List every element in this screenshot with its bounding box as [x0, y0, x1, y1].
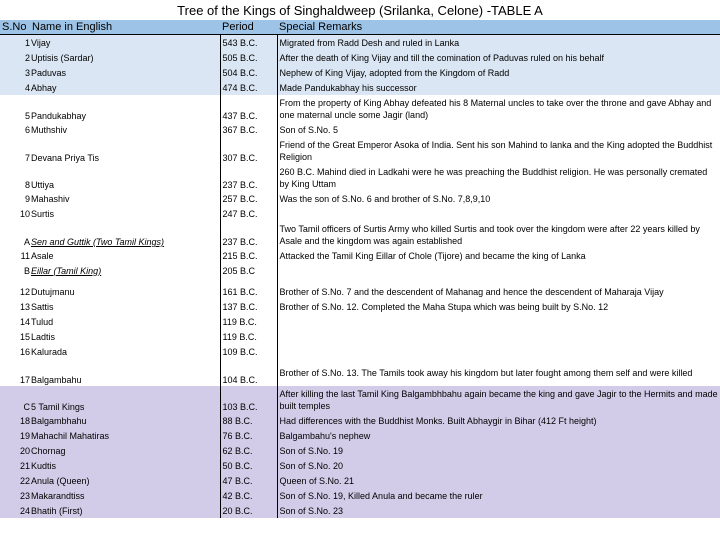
row-remarks: Brother of S.No. 7 and the descendent of Mahanag and hence the descendent of Maharaja Vijay [277, 284, 720, 299]
table-row [0, 191, 720, 206]
row-remarks: Attacked the Tamil King Eillar of Chole (Tijore) and became the king of Lanka [277, 248, 720, 263]
row-remarks: Son of S.No. 5 [277, 122, 720, 137]
row-period: 20 B.C. [220, 503, 277, 518]
row-sno: 1 [0, 35, 30, 51]
row-sno: 16 [0, 344, 30, 359]
row-sno: 2 [0, 50, 30, 65]
row-remarks [277, 314, 720, 329]
row-remarks: After the death of King Vijay and till the comination of Paduvas ruled on his behalf [277, 50, 720, 65]
row-name: Chornag [30, 443, 220, 458]
row-remarks: Two Tamil officers of Surtis Army who killed Surtis and took over the kingdom were after 22 years killed by Asale and the kingdom was again established [277, 221, 720, 248]
row-period: 205 B.C [220, 263, 277, 278]
table-row [0, 503, 720, 518]
row-name: Abhay [30, 80, 220, 95]
row-period: 50 B.C. [220, 458, 277, 473]
row-sno: 17 [0, 359, 30, 386]
row-period: 474 B.C. [220, 80, 277, 95]
row-period: 47 B.C. [220, 473, 277, 488]
row-name: Makarandtiss [30, 488, 220, 503]
header-period: Period [220, 20, 277, 35]
row-remarks [277, 263, 720, 278]
row-period: 103 B.C. [220, 386, 277, 413]
row-sno: 4 [0, 80, 30, 95]
table-row [0, 80, 720, 95]
row-sno: 15 [0, 329, 30, 344]
row-remarks: Brother of S.No. 13. The Tamils took away his kingdom but later fought among them self and were killed [277, 359, 720, 386]
row-sno: 8 [0, 164, 30, 191]
row-sno: 5 [0, 95, 30, 122]
row-name: Dutujmanu [30, 284, 220, 299]
table-row [0, 137, 720, 164]
row-remarks: Balgambahu's nephew [277, 428, 720, 443]
table-row [0, 299, 720, 314]
row-remarks: Brother of S.No. 12. Completed the Maha Stupa which was being built by S.No. 12 [277, 299, 720, 314]
row-sno: 23 [0, 488, 30, 503]
row-name: Mahachil Mahatiras [30, 428, 220, 443]
row-name: Uttiya [30, 164, 220, 191]
table-row [0, 284, 720, 299]
header-remarks: Special Remarks [277, 20, 720, 35]
row-period: 161 B.C. [220, 284, 277, 299]
row-period: 119 B.C. [220, 329, 277, 344]
table-row [0, 248, 720, 263]
row-name: Tulud [30, 314, 220, 329]
row-remarks: Son of S.No. 19 [277, 443, 720, 458]
row-period: 109 B.C. [220, 344, 277, 359]
row-period: 88 B.C. [220, 413, 277, 428]
row-period: 137 B.C. [220, 299, 277, 314]
table-row [0, 221, 720, 248]
row-sno: 18 [0, 413, 30, 428]
row-period: 257 B.C. [220, 191, 277, 206]
row-name: Balgambahu [30, 359, 220, 386]
row-sno: 24 [0, 503, 30, 518]
table-row [0, 386, 720, 413]
row-remarks: Was the son of S.No. 6 and brother of S.No. 7,8,9,10 [277, 191, 720, 206]
row-name: Anula (Queen) [30, 473, 220, 488]
row-remarks: Friend of the Great Emperor Asoka of India. Sent his son Mahind to lanka and the King adopted the Buddhist Religion [277, 137, 720, 164]
row-sno: 6 [0, 122, 30, 137]
row-name: Bhatih (First) [30, 503, 220, 518]
table-row [0, 443, 720, 458]
kings-table [0, 20, 720, 518]
row-sno: 3 [0, 65, 30, 80]
row-sno: 11 [0, 248, 30, 263]
row-remarks: From the property of King Abhay defeated his 8 Maternal uncles to take over the throne and gave Abhay and one maternal uncle some Jagir (land) [277, 95, 720, 122]
table-row [0, 359, 720, 386]
row-name: Sattis [30, 299, 220, 314]
row-name: Pandukabhay [30, 95, 220, 122]
row-sno: 19 [0, 428, 30, 443]
table-row [0, 50, 720, 65]
table-row [0, 122, 720, 137]
row-period: 62 B.C. [220, 443, 277, 458]
row-name: Asale [30, 248, 220, 263]
row-period: 237 B.C. [220, 221, 277, 248]
row-remarks [277, 329, 720, 344]
row-name: Muthshiv [30, 122, 220, 137]
row-remarks: Queen of S.No. 21 [277, 473, 720, 488]
row-period: 42 B.C. [220, 488, 277, 503]
row-period: 247 B.C. [220, 206, 277, 221]
page-title: Tree of the Kings of Singhaldweep (Srilanka, Celone) -TABLE A [177, 3, 543, 18]
row-period: 505 B.C. [220, 50, 277, 65]
row-remarks: Son of S.No. 20 [277, 458, 720, 473]
row-name: Uptisis (Sardar) [30, 50, 220, 65]
row-remarks: Nephew of King Vijay, adopted from the Kingdom of Radd [277, 65, 720, 80]
row-sno: 12 [0, 284, 30, 299]
row-period: 543 B.C. [220, 35, 277, 51]
row-period: 367 B.C. [220, 122, 277, 137]
row-period: 215 B.C. [220, 248, 277, 263]
row-remarks [277, 206, 720, 221]
row-remarks: After killing the last Tamil King Balgambhbahu again became the king and gave Jagir to the Hermits and made built temples [277, 386, 720, 413]
row-remarks: 260 B.C. Mahind died in Ladkahi were he was preaching the Buddhist religion. He was personally cremated by King Uttam [277, 164, 720, 191]
row-remarks: Made Pandukabhay his successor [277, 80, 720, 95]
table-row [0, 164, 720, 191]
row-period: 76 B.C. [220, 428, 277, 443]
row-period: 104 B.C. [220, 359, 277, 386]
row-name: Mahashiv [30, 191, 220, 206]
row-remarks: Son of S.No. 19, Killed Anula and became the ruler [277, 488, 720, 503]
row-period: 119 B.C. [220, 314, 277, 329]
table-row [0, 35, 720, 51]
table-row [0, 206, 720, 221]
row-sno: 10 [0, 206, 30, 221]
row-sno: C [0, 386, 30, 413]
row-sno: B [0, 263, 30, 278]
row-sno: 20 [0, 443, 30, 458]
row-remarks: Migrated from Radd Desh and ruled in Lanka [277, 35, 720, 51]
row-remarks: Son of S.No. 23 [277, 503, 720, 518]
row-name: Eillar (Tamil King) [30, 263, 220, 278]
row-name: 5 Tamil Kings [30, 386, 220, 413]
header-sno: S.No [0, 20, 30, 35]
row-name: Balgambhahu [30, 413, 220, 428]
row-sno: 7 [0, 137, 30, 164]
row-period: 504 B.C. [220, 65, 277, 80]
row-name: Vijay [30, 35, 220, 51]
table-row [0, 314, 720, 329]
row-name: Kudtis [30, 458, 220, 473]
row-remarks: Had differences with the Buddhist Monks. Built Abhaygir in Bihar (412 Ft height) [277, 413, 720, 428]
table-row [0, 95, 720, 122]
row-name: Paduvas [30, 65, 220, 80]
row-period: 237 B.C. [220, 164, 277, 191]
table-row [0, 413, 720, 428]
table-row [0, 458, 720, 473]
row-period: 307 B.C. [220, 137, 277, 164]
row-period: 437 B.C. [220, 95, 277, 122]
table-row [0, 263, 720, 278]
row-sno: 22 [0, 473, 30, 488]
row-sno: 21 [0, 458, 30, 473]
row-sno: 13 [0, 299, 30, 314]
table-row [0, 65, 720, 80]
table-row [0, 329, 720, 344]
row-name: Surtis [30, 206, 220, 221]
row-remarks [277, 344, 720, 359]
table-row [0, 344, 720, 359]
table-header-row [0, 20, 720, 35]
row-name: Ladtis [30, 329, 220, 344]
row-sno: A [0, 221, 30, 248]
table-row [0, 428, 720, 443]
row-sno: 9 [0, 191, 30, 206]
table-row [0, 488, 720, 503]
header-name: Name in English [30, 20, 220, 35]
row-name: Devana Priya Tis [30, 137, 220, 164]
row-name: Kalurada [30, 344, 220, 359]
row-name: Sen and Guttik (Two Tamil Kings) [30, 221, 220, 248]
table-row [0, 473, 720, 488]
row-sno: 14 [0, 314, 30, 329]
